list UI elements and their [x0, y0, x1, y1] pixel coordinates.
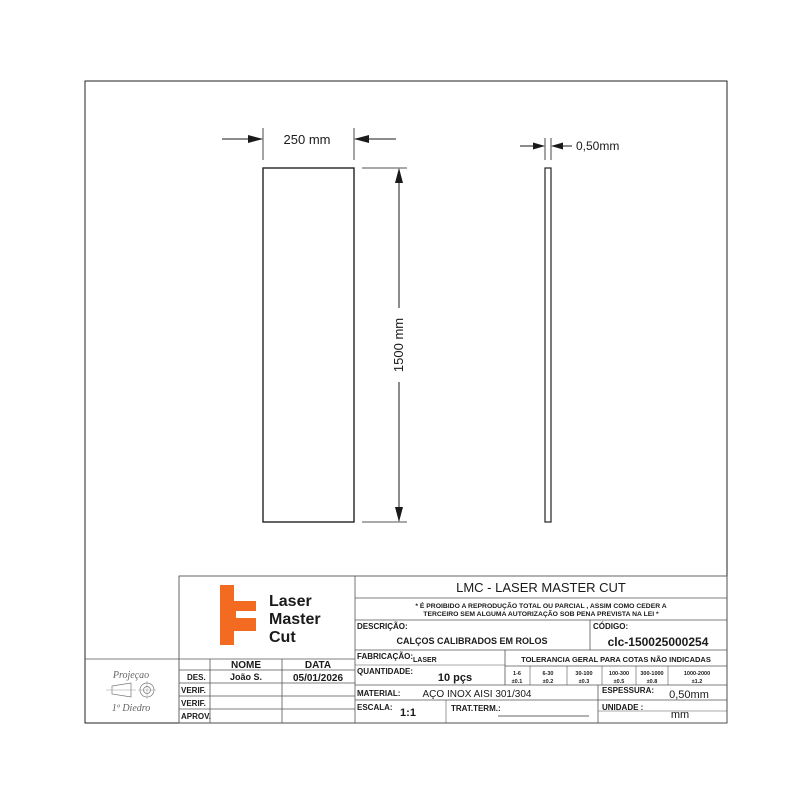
nome-header: NOME — [231, 660, 261, 671]
tolerancia-title: TOLERANCIA GERAL PARA COTAS NÃO INDICADAS — [521, 655, 711, 664]
codigo-value: clc-150025000254 — [607, 635, 709, 649]
fabricacao-label: FABRICAÇÃO: — [357, 652, 413, 661]
notice-line-1: * É PROIBIDO A REPRODUÇÃO TOTAL OU PARCIAL , ASSIM COMO CEDER A — [415, 603, 667, 610]
diedro-label: 1º Diedro — [111, 703, 151, 714]
tol-value-3: ±0.3 — [578, 679, 590, 685]
material-label: MATERIAL: — [357, 689, 401, 698]
quantidade-value: 10 pçs — [437, 672, 473, 684]
logo-text-master: Master — [269, 611, 321, 628]
escala-value: 1:1 — [400, 707, 416, 719]
material-value: AÇO INOX AISI 301/304 — [422, 689, 532, 700]
logo-text-cut: Cut — [269, 629, 296, 646]
verif2-label: VERIF. — [181, 699, 206, 708]
unidade-label: UNIDADE : — [602, 703, 644, 712]
aprov-label: APROV. — [181, 712, 211, 721]
tol-value-6: ±1.2 — [691, 679, 703, 685]
unidade-value: mm — [670, 709, 690, 721]
des-data: 05/01/2026 — [292, 673, 344, 684]
quantidade-label: QUANTIDADE: — [357, 667, 413, 676]
plate-outline — [263, 168, 354, 522]
espessura-label: ESPESSURA: — [602, 686, 655, 695]
height-dimension-label: 1500 mm — [391, 317, 406, 373]
tol-range-5: 300-1000 — [640, 671, 664, 677]
tol-range-6: 1000-2000 — [683, 671, 711, 677]
descricao-value: CALÇOS CALIBRADOS EM ROLOS — [396, 636, 548, 646]
escala-label: ESCALA: — [357, 703, 393, 712]
tol-value-1: ±0.1 — [511, 679, 523, 685]
tol-range-2: 6-30 — [542, 671, 554, 677]
thickness-dimension-label: 0,50mm — [576, 139, 620, 153]
width-dimension-label: 250 mm — [283, 132, 331, 147]
tol-value-5: ±0.8 — [646, 679, 658, 685]
company-title: LMC - LASER MASTER CUT — [456, 580, 626, 595]
codigo-label: CÓDIGO: — [593, 622, 629, 631]
espessura-value: 0,50mm — [669, 689, 709, 701]
notice-line-2: TERCEIRO SEM ALGUMA AUTORIZAÇÃO SOB PENA PREVISTA NA LEI * — [423, 611, 659, 618]
trat-label: TRAT.TERM.: — [451, 704, 501, 713]
tol-range-3: 30-100 — [575, 671, 593, 677]
tol-range-4: 100-300 — [608, 671, 630, 677]
fabricacao-value: LASER — [413, 657, 437, 664]
des-label: DES. — [187, 673, 206, 682]
plate-side-outline — [545, 168, 551, 522]
tol-range-1: 1-6 — [513, 671, 521, 677]
tol-value-2: ±0.2 — [542, 679, 554, 685]
verif1-label: VERIF. — [181, 686, 206, 695]
descricao-label: DESCRIÇÃO: — [357, 622, 408, 631]
des-nome: João S. — [229, 672, 263, 682]
tol-value-4: ±0.5 — [613, 679, 625, 685]
logo-text-laser: Laser — [269, 593, 312, 610]
data-header: DATA — [304, 660, 332, 671]
projecao-label: Projeçao — [112, 670, 150, 681]
